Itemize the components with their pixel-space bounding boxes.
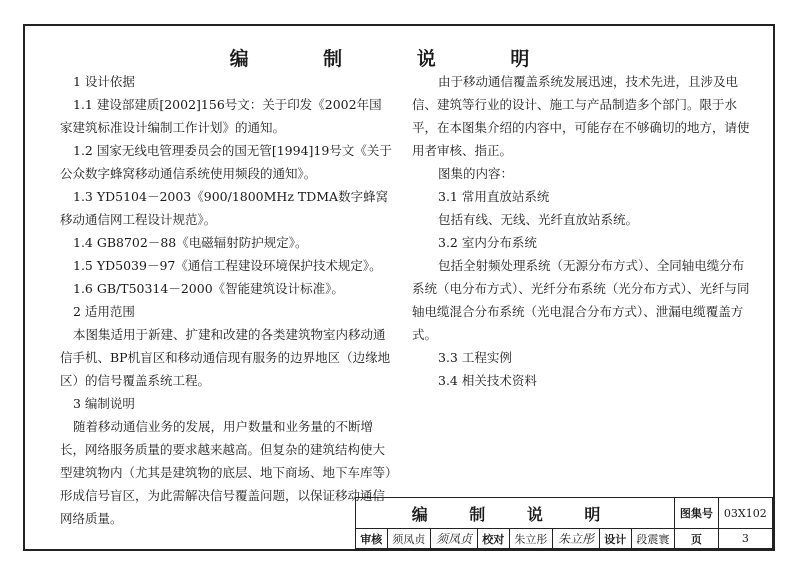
review-name: 须凤贞 bbox=[387, 529, 431, 549]
check-name: 朱立彤 bbox=[509, 529, 553, 549]
paragraph: 本图集适用于新建、扩建和改建的各类建筑物室内移动通信手机、BP机盲区和移动通信现有服务的边界地区（边缘地区）的信号覆盖系统工程。 bbox=[60, 327, 391, 388]
design-name: 段震寰 bbox=[631, 529, 675, 549]
review-signature: 须凤贞 bbox=[431, 529, 478, 549]
paragraph: 1.2 国家无线电管理委员会的国无管[1994]19号文《关于公众数字蜂窝移动通信系统使用频段的通知》。 bbox=[60, 143, 392, 181]
left-column bbox=[60, 70, 393, 530]
page-label: 页 bbox=[675, 529, 719, 549]
atlas-number: 03X102 bbox=[718, 498, 772, 529]
paragraph: 图集的内容： bbox=[438, 166, 514, 181]
paragraph: 3.3 工程实例 bbox=[438, 350, 512, 365]
paragraph: 3.1 常用直放站系统 bbox=[438, 189, 550, 204]
page-number: 3 bbox=[718, 529, 772, 549]
paragraph: 随着移动通信业务的发展，用户数量和业务量的不断增长，网络服务质量的要求越来越高。但复杂的建筑结构使大型建筑物内（尤其是建筑物的底层、地下商场、地下车库等）形成信号盲区，为此需解决信号覆盖问题，以保证移动通信网络质量。 bbox=[60, 419, 392, 526]
paragraph: 包括全射频处理系统（无源分布方式）、全同轴电缆分布系统（电分布方式）、光纤分布系统（光分布方式）、光纤与同轴电缆混合分布系统（光电混合分布方式）、泄漏电缆覆盖方式。 bbox=[412, 258, 750, 342]
check-label: 校对 bbox=[477, 529, 509, 549]
paragraph: 1 设计依据 bbox=[73, 74, 135, 89]
paragraph: 1.3 YD5104－2003《900/1800MHz TDMA数字蜂窝移动通信网工程设计规范》。 bbox=[60, 189, 389, 227]
paragraph: 1.6 GB/T50314－2000《智能建筑设计标准》。 bbox=[73, 281, 344, 296]
paragraph: 1.1 建设部建质[2002]156号文：关于印发《2002年国家建筑标准设计编制工作计划》的通知。 bbox=[60, 97, 382, 135]
paragraph: 3.4 相关技术资料 bbox=[438, 373, 537, 388]
atlas-number-label: 图集号 bbox=[675, 498, 719, 529]
paragraph: 3.2 室内分布系统 bbox=[438, 235, 537, 250]
page-title: 编 制 说 明 bbox=[229, 48, 564, 70]
design-label: 设计 bbox=[599, 529, 631, 549]
paragraph: 包括有线、无线、光纤直放站系统。 bbox=[438, 212, 639, 227]
paragraph: 1.4 GB8702－88《电磁辐射防护规定》。 bbox=[73, 235, 308, 250]
title-block-main: 编 制 说 明 bbox=[356, 498, 675, 529]
review-label: 审核 bbox=[356, 529, 388, 549]
paragraph: 1.5 YD5039－97《通信工程建设环境保护技术规定》。 bbox=[73, 258, 382, 273]
paragraph: 由于移动通信覆盖系统发展迅速，技术先进，且涉及电信、建筑等行业的设计、施工与产品制造多个部门。限于水平，在本图集介绍的内容中，可能存在不够确切的地方，请使用者审核、指正。 bbox=[412, 74, 750, 158]
right-column bbox=[412, 70, 752, 392]
check-signature: 朱立彤 bbox=[553, 529, 600, 549]
title-block bbox=[355, 497, 773, 549]
paragraph: 3 编制说明 bbox=[73, 396, 135, 411]
paragraph: 2 适用范围 bbox=[73, 304, 135, 319]
